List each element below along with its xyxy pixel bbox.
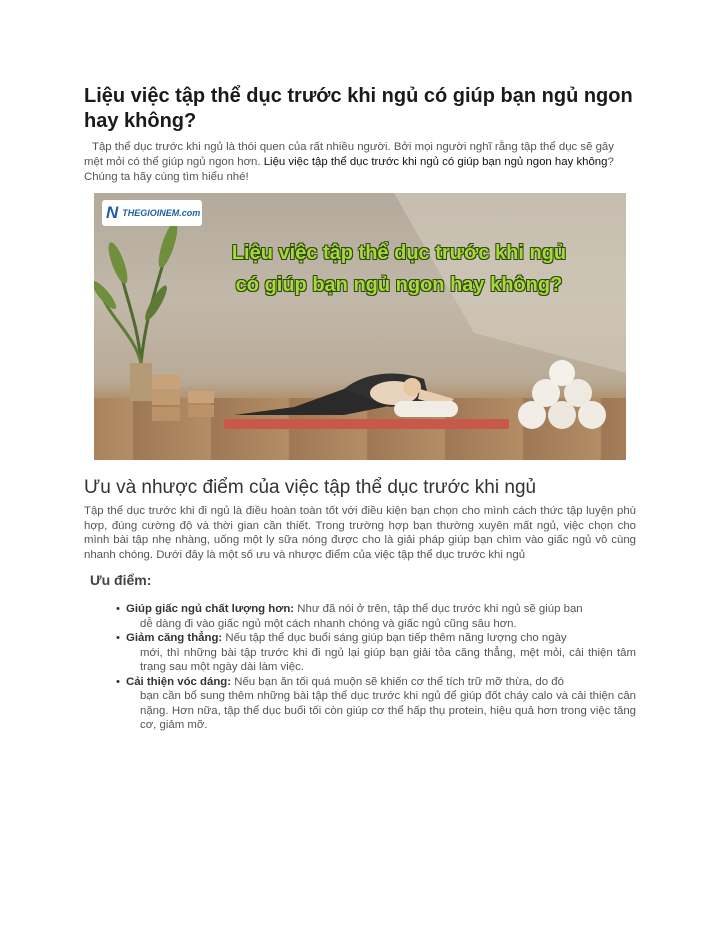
wooden-blocks	[152, 375, 214, 421]
intro-paragraph	[84, 140, 636, 185]
item-heading: Cải thiện vóc dáng:	[126, 675, 232, 688]
pros-heading: Ưu điểm:	[90, 572, 152, 588]
hero-image	[94, 193, 626, 460]
hero-headline	[184, 237, 614, 301]
bolster	[394, 401, 458, 417]
logo-text: THEGIOINEM.com	[122, 208, 201, 218]
site-logo	[102, 200, 202, 226]
item-text: Nếu tập thể dục buổi sáng giúp bạn tiếp thêm năng lượng cho ngày	[222, 632, 567, 644]
item-text: Nếu bạn ăn tối quá muộn sẽ khiến cơ thể tích trữ mỡ thừa, do đó	[231, 675, 564, 688]
plant-icon	[94, 220, 181, 401]
list-item	[116, 675, 636, 733]
pros-list	[84, 602, 636, 733]
item-text-continued: mới, thì những bài tập trước khi đi ngủ lại giúp bạn giải tỏa căng thẳng, mệt mỏi, cải thiện tâm trạng sau một ngày dài làm việc.	[140, 646, 636, 673]
bullet-icon: •	[116, 603, 120, 615]
list-item	[116, 602, 636, 631]
article-title: Liệu việc tập thể dục trước khi ngủ có giúp bạn ngủ ngon hay không?	[84, 85, 633, 132]
bullet-icon: •	[116, 675, 120, 688]
item-text-continued: bạn cần bổ sung thêm những bài tập thể dục trước khi ngủ để giúp đốt cháy calo và cải thiện cân nặng. Hơn nữa, tập thể dục buổi tối còn giúp cơ thể hấp thụ protein, hiệu quả hơn trong việc tăng cơ, giảm mỡ.	[140, 690, 636, 731]
hero-illustration	[94, 193, 626, 460]
intro-highlight: Liệu việc tập thể dục trước khi ngủ có giúp bạn ngủ ngon hay không	[263, 156, 608, 168]
logo-mark: N	[106, 203, 119, 222]
list-item	[116, 631, 636, 675]
section-heading: Ưu và nhược điểm của việc tập thể dục trước khi ngủ	[84, 477, 537, 498]
hero-headline-line1: Liệu việc tập thể dục trước khi ngủ	[231, 242, 567, 264]
section-paragraph: Tập thể dục trước khi đi ngủ là điều hoàn toàn tốt với điều kiện bạn chọn cho mình cách thức tập luyện phù hợp, đúng cường độ và thời gian cần thiết. Trong trường hợp bạn thường xuyên mất ngủ, việc chọn cho mình bài tập nhẹ nhàng, uống một ly sữa nóng được cho là giải pháp giúp bạn chìm vào giấc ngủ vô cùng nhanh chóng. Dưới đây là một số ưu và nhược điểm của việc tập thể dục trước khi ngủ	[84, 505, 636, 561]
intro-end: ? Chúng ta hãy cùng tìm hiểu nhé!	[84, 156, 614, 183]
item-heading: Giảm căng thẳng:	[126, 632, 223, 644]
document-page	[84, 84, 636, 733]
item-text-continued: dễ dàng đi vào giấc ngủ một cách nhanh chóng và giấc ngủ cũng sâu hơn.	[140, 617, 517, 630]
cushion-stack	[518, 360, 606, 429]
item-heading: Giúp giấc ngủ chất lượng hơn:	[126, 603, 295, 615]
intro-text: Tập thể dục trước khi ngủ là thói quen của rất nhiều người. Bởi mọi người nghĩ rằng tập thể dục sẽ gây mệt mỏi có thể giúp ngủ ngon hơn.	[84, 141, 614, 168]
hero-headline-line2: có giúp bạn ngủ ngon hay không?	[235, 274, 563, 296]
bullet-icon: •	[116, 632, 120, 644]
item-text: Như đã nói ở trên, tập thể dục trước khi ngủ sẽ giúp bạn	[294, 603, 583, 615]
